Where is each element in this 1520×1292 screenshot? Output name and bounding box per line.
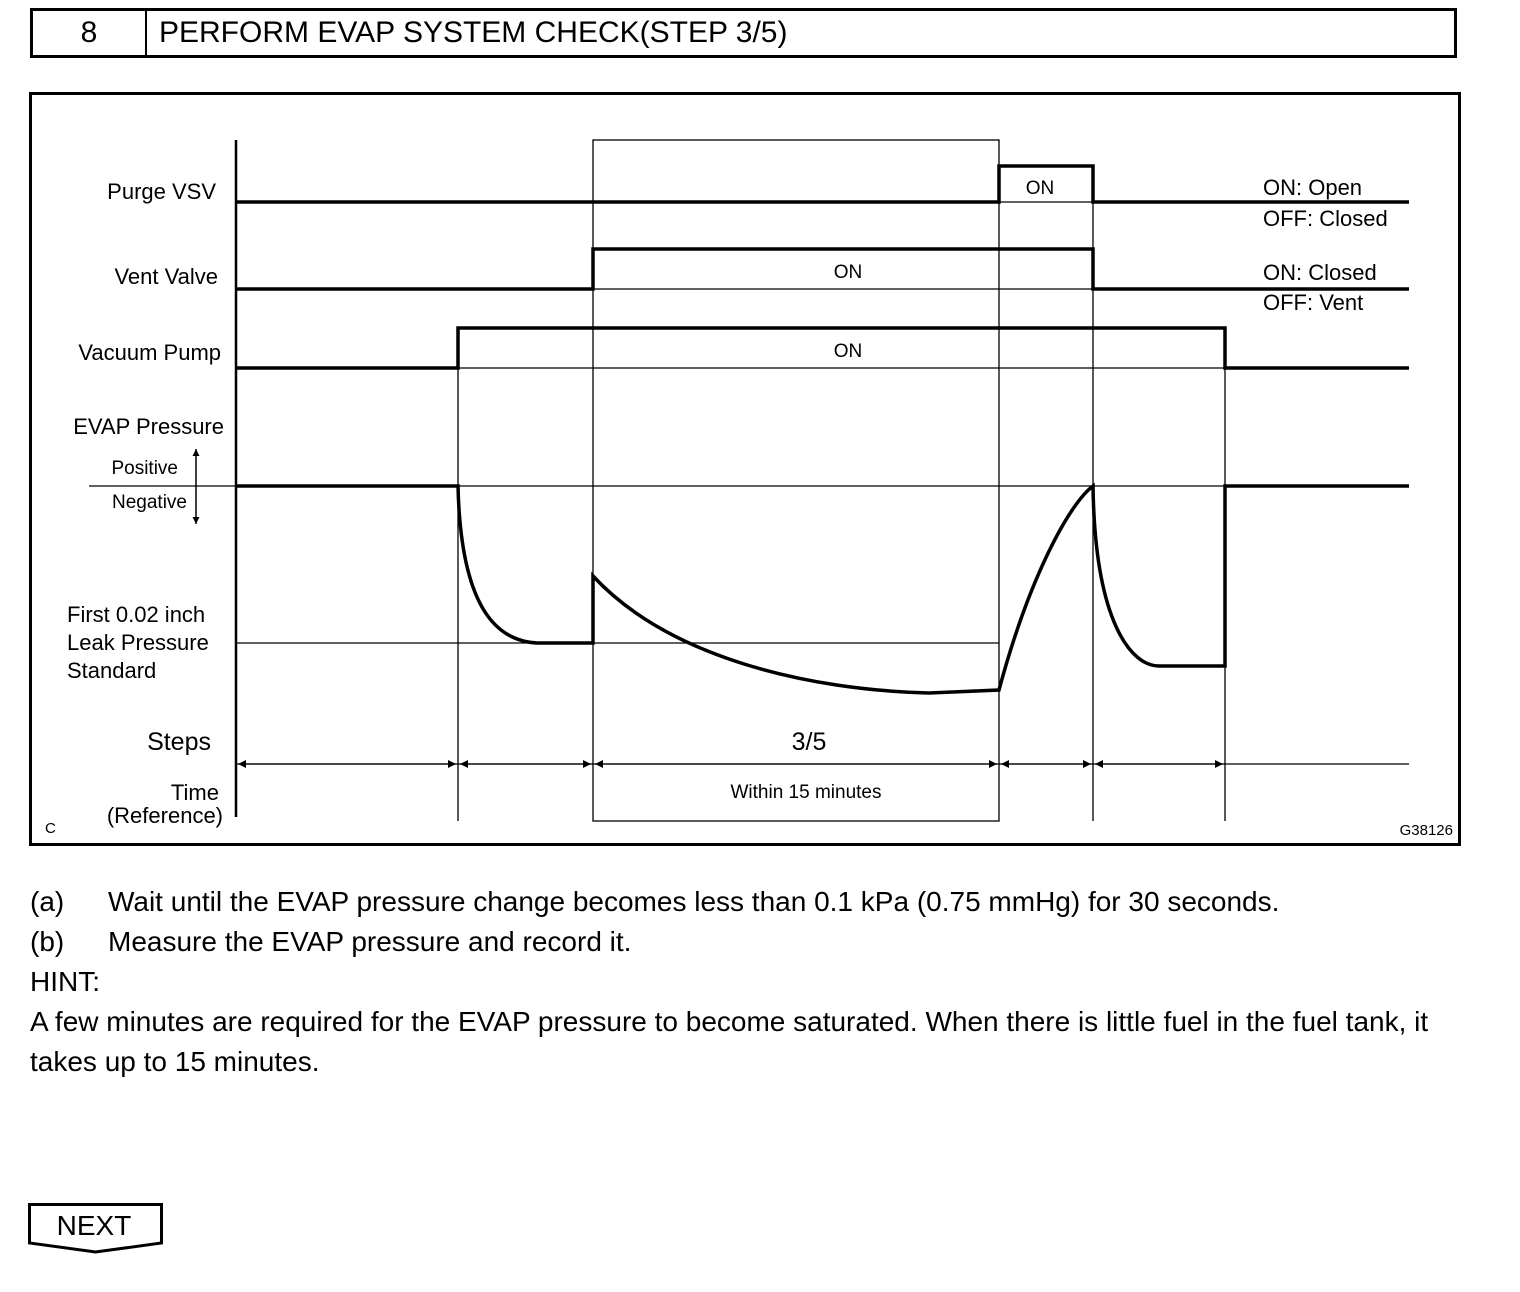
vent-valve-on-label: ON [833, 262, 863, 283]
step-b-text: Measure the EVAP pressure and record it. [108, 926, 632, 957]
next-button[interactable] [28, 1203, 166, 1255]
label-leak-standard-1: First 0.02 inch [67, 602, 206, 627]
procedure-text [30, 882, 1480, 1082]
procedure-step-a [30, 882, 1480, 922]
vacuum-pump-signal [236, 328, 1409, 368]
label-positive: Positive [111, 458, 178, 479]
purge-vsv-signal [236, 166, 1409, 202]
label-time: Time [170, 780, 219, 805]
legend-purge-on: ON: Open [1263, 175, 1363, 200]
label-evap-pressure: EVAP Pressure [73, 414, 224, 439]
duration-label: Within 15 minutes [730, 782, 882, 803]
label-leak-standard-3: Standard [67, 658, 157, 683]
step-header [30, 8, 1457, 58]
step-b-label: (b) [30, 926, 65, 957]
legend-vent-off: OFF: Vent [1263, 290, 1364, 315]
next-button-label: NEXT [56, 1210, 132, 1241]
hint-text: A few minutes are required for the EVAP pressure to become saturated. When there is little fuel in the fuel tank, it takes up to 15 minutes. [30, 1006, 1429, 1077]
hint-label: HINT: [30, 966, 100, 997]
step-3-window [593, 140, 999, 821]
step-a-text: Wait until the EVAP pressure change becomes less than 0.1 kPa (0.75 mmHg) for 30 seconds. [108, 886, 1280, 917]
evap-pressure-curve [236, 486, 1409, 693]
corner-mark: C [45, 820, 56, 837]
label-leak-standard-2: Leak Pressure [67, 630, 209, 655]
step-a-label: (a) [30, 886, 65, 917]
step-title: PERFORM EVAP SYSTEM CHECK(STEP 3/5) [159, 16, 788, 49]
label-vent-valve: Vent Valve [114, 264, 218, 289]
label-vacuum-pump: Vacuum Pump [78, 340, 221, 365]
label-negative: Negative [112, 492, 187, 513]
vacuum-pump-on-label: ON [833, 341, 863, 362]
diagram-frame [31, 94, 1460, 845]
procedure-step-b [30, 922, 1480, 962]
legend-vent-on: ON: Closed [1263, 260, 1377, 285]
evap-timing-diagram [29, 92, 1461, 846]
legend-purge-off: OFF: Closed [1263, 206, 1388, 231]
current-step-label: 3/5 [791, 728, 827, 756]
label-purge-vsv: Purge VSV [107, 179, 216, 204]
purge-vsv-on-label: ON [1025, 178, 1055, 199]
label-time-reference: (Reference) [106, 803, 223, 828]
step-number: 8 [33, 11, 147, 55]
reference-lines [89, 202, 1409, 764]
label-steps: Steps [147, 728, 211, 756]
figure-code: G38126 [1399, 822, 1453, 839]
vent-valve-signal [236, 249, 1409, 289]
